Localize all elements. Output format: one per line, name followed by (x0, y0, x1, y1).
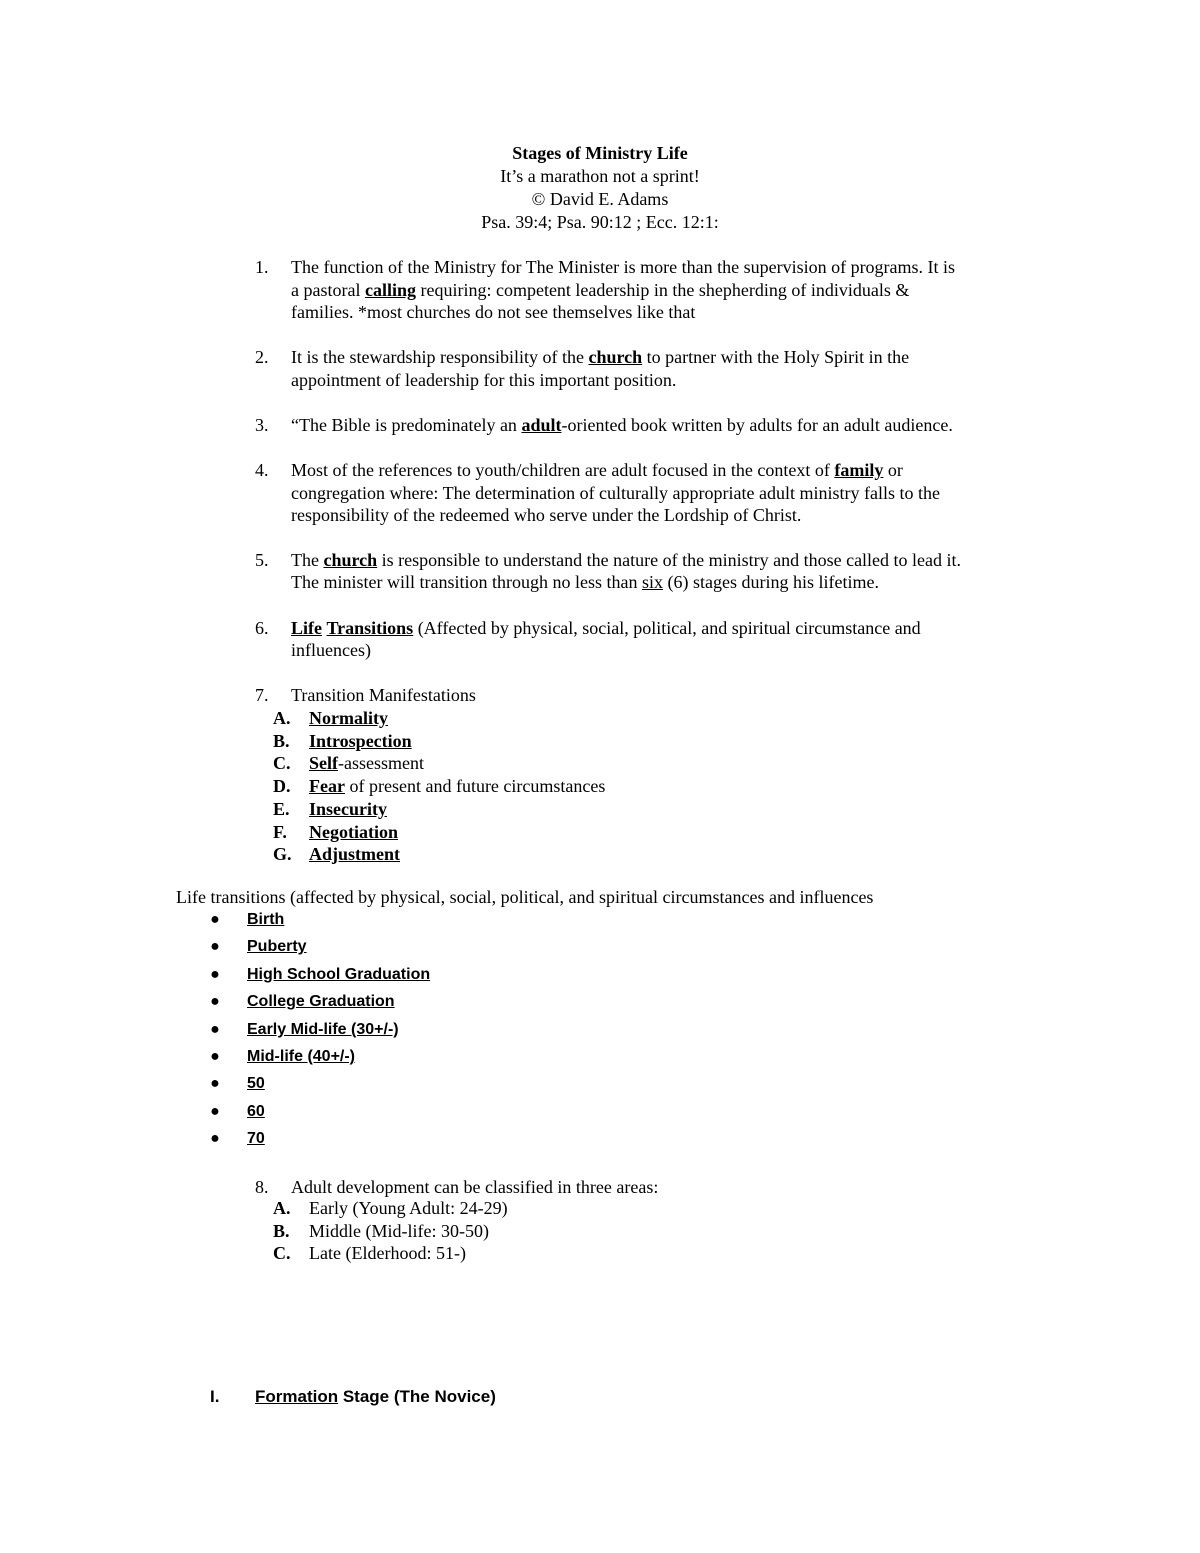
text-run: requiring: competent leadership in the shepherding of individuals & (415, 280, 910, 300)
item-2-line-1 (291, 346, 909, 368)
item-1-line-3: families. *most churches do not see themselves like that (291, 302, 696, 322)
sub-item-text (309, 821, 398, 843)
bullet-text: 70 (247, 1130, 265, 1148)
sub-item-letter: E. (273, 798, 290, 819)
underlined-word: six (641, 572, 663, 592)
bullet-icon: ● (210, 965, 220, 983)
copyright-line: © David E. Adams (531, 189, 669, 209)
document-title: Stages of Ministry Life (512, 143, 688, 163)
sub-item-text (309, 730, 412, 752)
item-4-line-3: responsibility of the redeemed who serve under the Lordship of Christ. (291, 505, 802, 525)
text-run: -assessment (338, 753, 424, 774)
item-4-line-2: congregation where: The determination of culturally appropriate adult ministry falls to the (291, 483, 940, 503)
bullet-text: High School Graduation (247, 965, 431, 983)
item-number: 1. (255, 257, 269, 277)
document-subtitle: It’s a marathon not a sprint! (500, 166, 700, 186)
item-number: 3. (255, 415, 269, 435)
sub-item-text: Middle (Mid-life: 30-50) (309, 1220, 489, 1241)
text-run: -oriented book written by adults for an adult audience. (561, 415, 953, 435)
emphasis-word: Formation (255, 1387, 339, 1406)
bullet-icon: ● (210, 993, 220, 1011)
sub-item-text: Late (Elderhood: 51-) (309, 1243, 466, 1263)
sub-item-letter: C. (273, 1243, 291, 1263)
item-1-line-1: The function of the Ministry for The Minister is more than the supervision of programs. It is (291, 257, 956, 277)
life-transitions-intro: Life transitions (affected by physical, social, political, and spiritual circumstances and influences (176, 887, 874, 907)
bullet-icon: ● (210, 938, 220, 956)
emphasis-word: Life (291, 618, 322, 638)
emphasis-word: church (588, 347, 643, 367)
emphasis-word: Transitions (326, 618, 414, 638)
text-run: Stage (The Novice) (338, 1387, 496, 1406)
emphasis-word: church (323, 550, 378, 570)
text-run: It is the stewardship responsibility of the (291, 347, 589, 367)
bullet-icon: ● (210, 1020, 220, 1038)
sub-item-text: Early (Young Adult: 24-29) (309, 1198, 508, 1218)
emphasis-word: Introspection (309, 730, 412, 751)
item-number: 6. (255, 618, 269, 638)
sub-item-letter: G. (273, 844, 292, 865)
sub-item-text (309, 775, 605, 797)
sub-item-letter: F. (273, 821, 287, 842)
item-number: 7. (255, 685, 269, 705)
item-8-line-1: Adult development can be classified in three areas: (291, 1177, 659, 1197)
emphasis-word: Self (309, 753, 338, 774)
bullet-text: Puberty (247, 938, 307, 956)
emphasis-word: calling (364, 280, 416, 300)
bullet-text: Mid-life (40+/-) (247, 1048, 356, 1065)
item-5-line-2 (291, 571, 879, 593)
emphasis-word: Fear (309, 776, 345, 797)
bullet-text: College Graduation (247, 993, 395, 1011)
sub-item-letter: A. (273, 708, 291, 728)
bullet-text: 50 (247, 1075, 265, 1093)
sub-item-text (309, 798, 387, 820)
bullet-text: Birth (247, 911, 285, 928)
bullet-icon: ● (210, 1130, 220, 1148)
scripture-references: Psa. 39:4; Psa. 90:12 ; Ecc. 12:1: (481, 212, 719, 232)
text-run: The (291, 550, 324, 570)
item-6-line-2: influences) (291, 640, 371, 660)
item-2-line-2: appointment of leadership for this important position. (291, 370, 677, 390)
bullet-text: 60 (247, 1102, 265, 1120)
sub-item-text (309, 707, 388, 729)
section-heading (255, 1386, 496, 1408)
item-7-line-1: Transition Manifestations (291, 685, 476, 705)
text-run: of present and future circumstances (344, 776, 606, 797)
text-run: or (883, 460, 903, 480)
text-run: to partner with the Holy Spirit in the (642, 347, 910, 367)
text-run: (Affected by physical, social, political, and spiritual circumstance and (413, 618, 921, 638)
text-run: The minister will transition through no less than (291, 572, 642, 592)
emphasis-word: family (834, 460, 884, 480)
item-6-line-1 (291, 617, 921, 639)
item-number: 5. (255, 550, 269, 570)
text-run: is responsible to understand the nature of the ministry and those called to lead it. (377, 550, 962, 570)
item-5-line-1 (291, 549, 961, 571)
sub-item-letter: D. (273, 776, 291, 797)
emphasis-word: adult (521, 415, 562, 435)
text-run: Most of the references to youth/children are adult focused in the context of (291, 460, 835, 480)
item-number: 2. (255, 347, 269, 367)
bullet-icon: ● (210, 1102, 220, 1120)
item-3-line-1 (291, 414, 953, 436)
item-number: 8. (255, 1177, 269, 1197)
bullet-text: Early Mid-life (30+/-) (247, 1020, 399, 1038)
sub-item-text (309, 752, 424, 774)
text-run: (6) stages during his lifetime. (662, 572, 879, 592)
item-number: 4. (255, 460, 269, 480)
item-1-line-2 (291, 279, 909, 301)
section-number: I. (210, 1387, 220, 1406)
item-4-line-1 (291, 459, 903, 481)
emphasis-word: Negotiation (309, 821, 398, 842)
text-run: “The Bible is predominately an (291, 415, 522, 435)
sub-item-letter: A. (273, 1198, 291, 1218)
text-run: a pastoral (291, 280, 365, 300)
bullet-icon: ● (210, 911, 220, 928)
emphasis-word: Normality (309, 708, 388, 728)
sub-item-letter: B. (273, 730, 290, 751)
sub-item-letter: C. (273, 753, 291, 774)
emphasis-word: Insecurity (309, 798, 387, 819)
emphasis-word: Adjustment (309, 844, 401, 865)
sub-item-text (309, 843, 400, 865)
bullet-icon: ● (210, 1048, 220, 1065)
bullet-icon: ● (210, 1075, 220, 1093)
sub-item-letter: B. (273, 1220, 290, 1241)
